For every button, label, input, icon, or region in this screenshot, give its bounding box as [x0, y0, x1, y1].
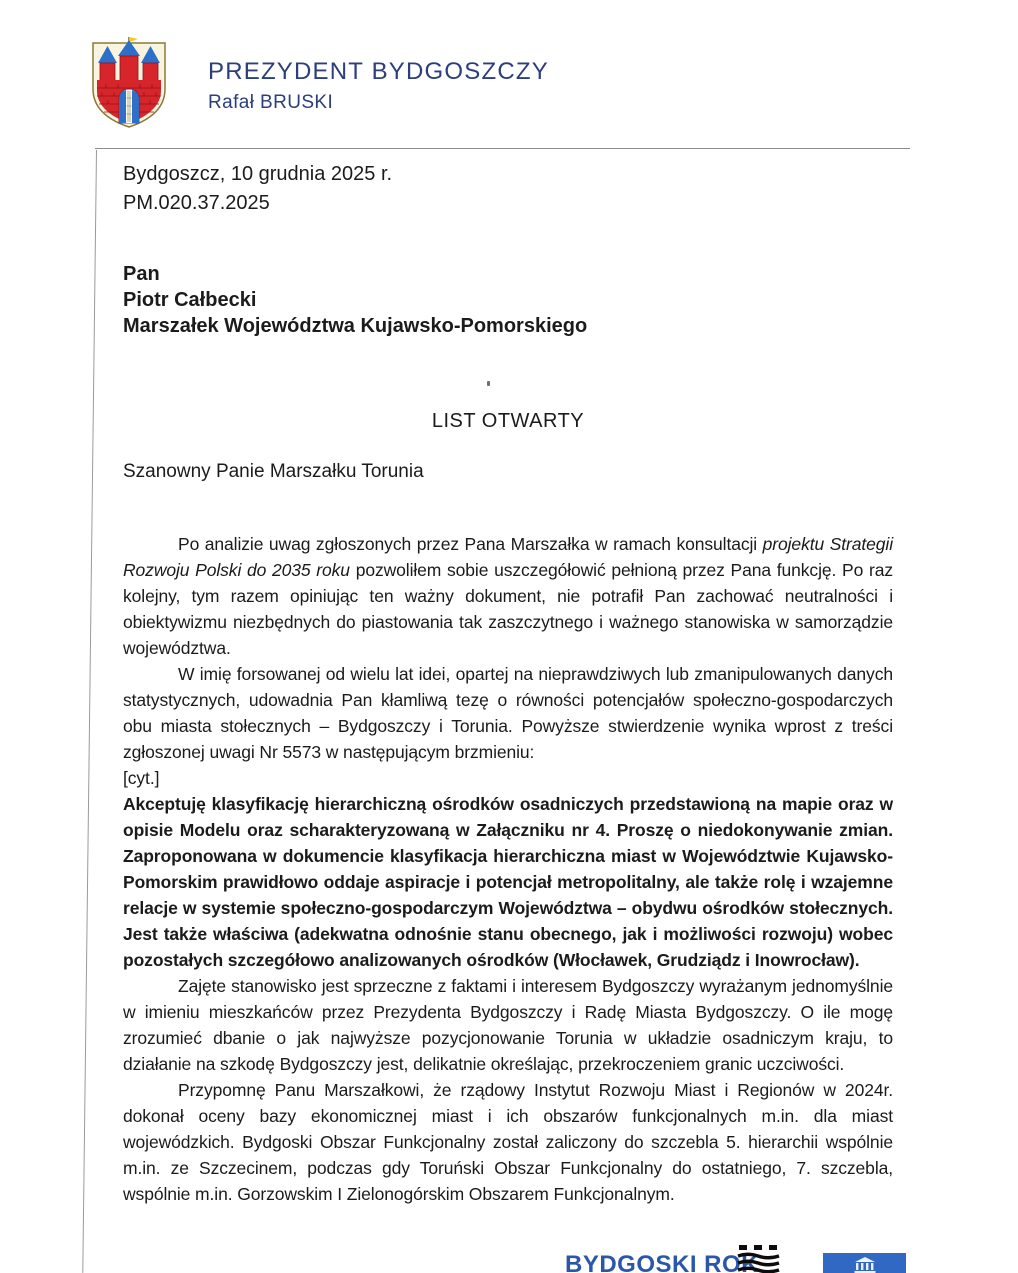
letter-body: [123, 531, 893, 1207]
bydgoszcz-coat-of-arms-icon: [88, 36, 170, 130]
document-title: LIST OTWARTY: [431, 410, 585, 432]
place-and-date: Bydgoszcz, 10 grudnia 2025 r.: [123, 163, 393, 185]
paragraph-1: [123, 531, 893, 661]
case-number: PM.020.37.2025: [123, 192, 270, 214]
citation-marker: [cyt.]: [123, 768, 160, 788]
greeting-line: Szanowny Panie Marszałku Torunia: [123, 461, 424, 482]
recipient-block: [123, 261, 587, 339]
paragraph-2: W imię forsowanej od wielu lat idei, opartej na nieprawdziwych lub zmanipulowanych danych statystycznych, udowadnia Pan kłamliwą tezę o równości potencjałów społeczno-gospodarczych obu miasta stołecznych – Bydgoszczy i Torunia. Powyższe stwierdzenie wynika wprost z treści zgłoszonej uwagi Nr 5573 w następującym brzmieniu:: [123, 664, 893, 762]
bydgoski-rok-campaign-text: BYDGOSKI ROK: [565, 1251, 760, 1273]
paragraph-3: Zajęte stanowisko jest sprzeczne z faktami i interesem Bydgoszczy wyrażanym jednomyślnie w imieniu mieszkańców przez Prezydenta Bydgoszczy i Radę Miasta Bydgoszczy. O ile mogę zrozumieć dbanie o jak najwyższe pozycjonowanie Torunia w układzie osadniczym kraju, to działanie na szkodę Bydgoszczy jest, delikatnie określając, przekroczeniem granic uczciwości.: [123, 976, 893, 1074]
bydgoszcz-battlements-waves-icon: [736, 1245, 782, 1273]
letterhead-officeholder-name: Rafał BRUSKI: [208, 92, 334, 113]
recipient-name: Piotr Całbecki: [123, 289, 257, 311]
quoted-remark: Akceptuję klasyfikację hierarchiczną ośrodków osadniczych przedstawioną na mapie oraz w opisie Modelu oraz scharakteryzowaną w Załączniku nr 4. Proszę o niedokonywanie zmian. Zaproponowana w dokumencie klasyfikacja hierarchiczna miast w Województwie Kujawsko-Pomorskim prawidłowo oddaje aspiracje i potencjał metropolitalny, ale także rolę i wzajemne relacje w systemie społeczno-gospodarczym Województwa – obydwu ośrodków stołecznych. Jest także właściwa (adekwatna odnośnie stanu obecnego, jak i możliwości rozwoju) wobec pozostałych szczegółowo analizowanych ośrodków (Włocławek, Grudziądz i Inowrocław).: [123, 794, 893, 970]
letterhead: [208, 58, 549, 114]
recipient-salutation: Pan: [123, 263, 160, 285]
recipient-title: Marszałek Województwa Kujawsko-Pomorskiego: [123, 315, 588, 337]
paragraph-1-rest: pozwoliłem sobie uszczegółowić pełnioną przez Pana funkcję. Po raz kolejny, tym razem opiniując ten ważny dokument, nie potrafił Pan zachować neutralności i obiektywizmu niezbędnych do piastowania tak zaszczytnego i ważnego stanowiska w samorządzie województwa.: [123, 560, 893, 658]
scan-speck-artifact: [487, 381, 490, 386]
unesco-temple-icon: [852, 1257, 878, 1273]
unesco-logo: [823, 1253, 906, 1273]
dateline-block: [123, 160, 392, 218]
paragraph-1-lead: Po analizie uwag zgłoszonych przez Pana Marszałka w ramach konsultacji: [178, 534, 763, 554]
paragraph-4: Przypomnę Panu Marszałkowi, że rządowy Instytut Rozwoju Miast i Regionów w 2024r. dokonał oceny bazy ekonomicznej miast i ich obszarów funkcjonalnych m.in. dla miast wojewódzkich. Bydgoski Obszar Funkcjonalny został zaliczony do szczebla 5. hierarchii wspólnie m.in. ze Szczecinem, podczas gdy Toruński Obszar Funkcjonalny do ostatniego, 7. szczebla, wspólnie m.in. Gorzowskim I Zielonogórskim Obszarem Funkcjonalnym.: [123, 1080, 893, 1204]
letterhead-office-title: PREZYDENT BYDGOSZCZY: [208, 58, 549, 85]
paragraph-1-cited-document-title: projektu Strategii Rozwoju Polski do 2035 roku: [123, 534, 893, 580]
header-divider: [95, 148, 910, 149]
scan-edge-artifact: [82, 150, 97, 1273]
